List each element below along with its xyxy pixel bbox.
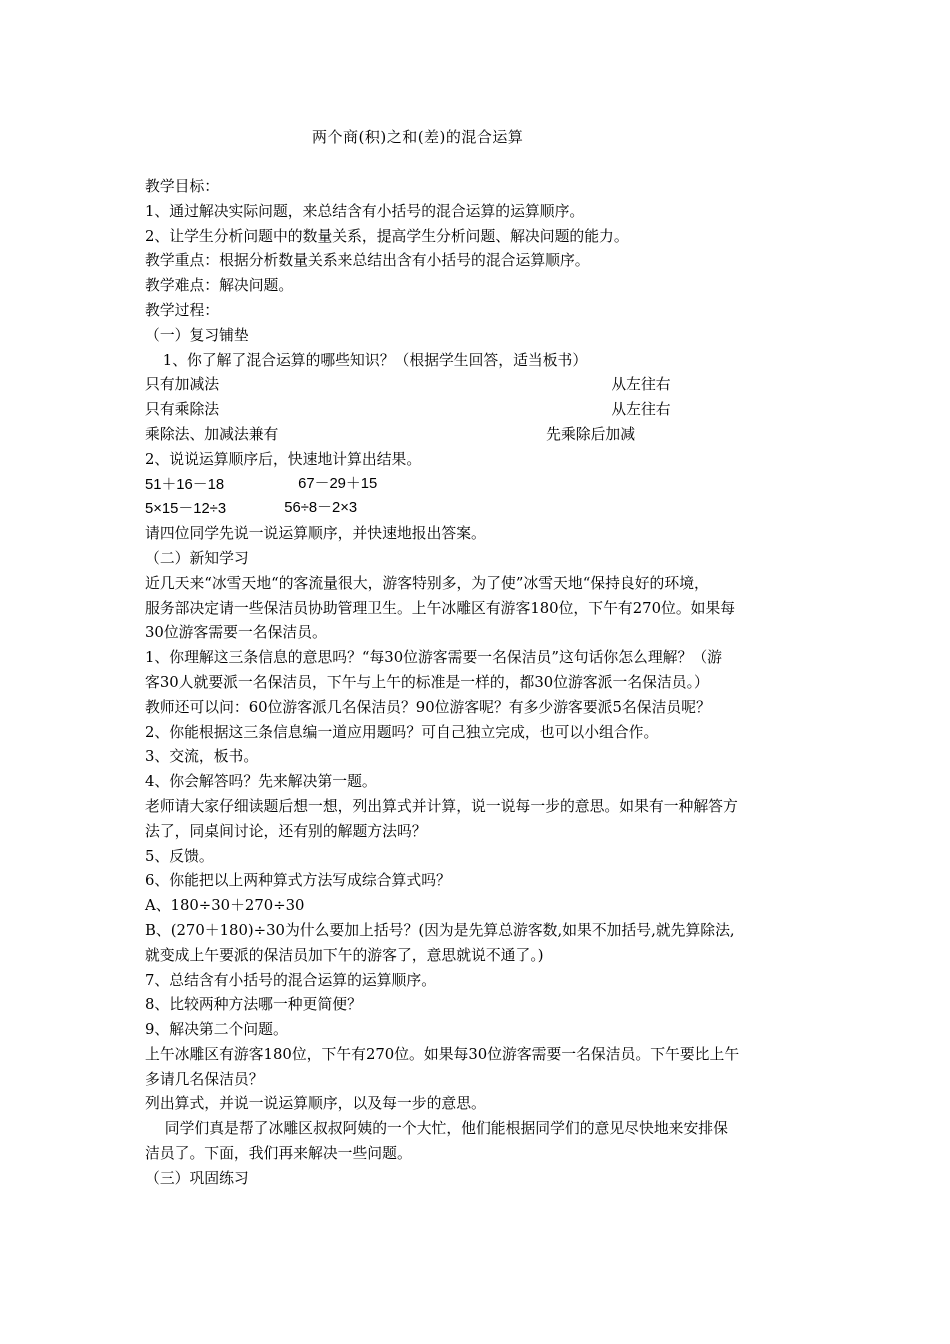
rule-row <box>145 372 817 397</box>
expression-row <box>145 472 817 497</box>
expression: 56÷8－2×3 <box>284 499 358 517</box>
text-line: 5、反馈。 <box>145 846 214 865</box>
text-line: 教学过程： <box>145 300 220 319</box>
expression: 5×15－12÷3 <box>145 500 227 518</box>
text-line: 教学难点：解决问题。 <box>145 276 294 295</box>
rule-order: 先乘除后加减 <box>546 424 636 443</box>
text-line: 教师还可以问：60位游客派几名保洁员？90位游客呢？有多少游客要派5名保洁员呢？ <box>145 697 711 716</box>
text-line: 同学们真是帮了冰雕区叔叔阿姨的一个大忙，他们能根据同学们的意见尽快地来安排保 <box>164 1119 728 1138</box>
text-line: 多请几名保洁员？ <box>145 1069 264 1088</box>
text-line: 3、交流，板书。 <box>145 747 259 766</box>
expression-row <box>145 496 817 521</box>
text-line: 30位游客需要一名保洁员。 <box>145 623 327 642</box>
text-line: 列出算式，并说一说运算顺序，以及每一步的意思。 <box>145 1094 486 1113</box>
text-line: 请四位同学先说一说运算顺序，并快速地报出答案。 <box>145 524 486 543</box>
text-line: 洁员了。下面，我们再来解决一些问题。 <box>145 1144 412 1163</box>
text-line: 就变成上午要派的保洁员加下午的游客了，意思就说不通了。) <box>145 945 544 964</box>
text-line: A、180÷30＋270÷30 <box>145 896 305 915</box>
rule-order: 从左往右 <box>611 375 671 394</box>
expression: 51＋16－18 <box>145 475 225 493</box>
text-line: 1、你了解了混合运算的哪些知识？（根据学生回答，适当板书） <box>162 350 588 369</box>
rule-row <box>145 422 817 447</box>
text-line: 服务部决定请一些保洁员协助管理卫生。上午冰雕区有游客180位，下午有270位。如果每 <box>145 598 736 617</box>
text-line: 近几天来“冰雪天地“的客流量很大，游客特别多，为了使”冰雪天地“保持良好的环境， <box>145 573 709 592</box>
document-title: 两个商(积)之和(差)的混合运算 <box>312 128 524 146</box>
text-line: 7、总结含有小括号的混合运算的运算顺序。 <box>145 970 437 989</box>
expression: 67－29＋15 <box>298 474 378 492</box>
text-line: 6、你能把以上两种算式方法写成综合算式吗？ <box>145 871 451 890</box>
text-line: 教学目标： <box>145 177 220 195</box>
text-line: B、(270＋180)÷30为什么要加上括号？(因为是先算总游客数,如果不加括号,就先算除法, <box>145 920 735 939</box>
text-line: 2、让学生分析问题中的数量关系，提高学生分析问题、解决问题的能力。 <box>145 226 629 245</box>
rule-case: 乘除法、加减法兼有 <box>145 424 279 443</box>
rule-case: 只有乘除法 <box>145 400 220 419</box>
text-line: 教学重点：根据分析数量关系来总结出含有小括号的混合运算顺序。 <box>145 251 590 270</box>
text-line: 上午冰雕区有游客180位，下午有270位。如果每30位游客需要一名保洁员。下午要比上午 <box>145 1044 740 1063</box>
document-body <box>145 174 825 1191</box>
text-line: 法了，同桌间讨论，还有别的解题方法吗？ <box>145 821 427 840</box>
text-line: 2、说说运算顺序后，快速地计算出结果。 <box>145 449 422 468</box>
text-line: 客30人就要派一名保洁员，下午与上午的标准是一样的，都30位游客派一名保洁员。） <box>145 672 709 691</box>
rule-case: 只有加减法 <box>145 375 220 394</box>
text-line: 9、解决第二个问题。 <box>145 1020 288 1039</box>
rule-order: 从左往右 <box>611 400 671 419</box>
text-line: 1、通过解决实际问题，来总结含有小括号的混合运算的运算顺序。 <box>145 201 585 220</box>
rule-row <box>145 397 817 422</box>
text-line: 4、你会解答吗？先来解决第一题。 <box>145 772 377 791</box>
section-heading: （二）新知学习 <box>145 548 249 567</box>
section-heading: （三）巩固练习 <box>145 1168 249 1187</box>
text-line: 1、你理解这三条信息的意思吗？“每30位游客需要一名保洁员”这句话你怎么理解？（游 <box>145 648 722 667</box>
text-line: 8、比较两种方法哪一种更简便？ <box>145 995 362 1014</box>
text-line: 老师请大家仔细读题后想一想，列出算式并计算，说一说每一步的意思。如果有一种解答方 <box>145 796 738 815</box>
text-line: 2、你能根据这三条信息编一道应用题吗？可自己独立完成，也可以小组合作。 <box>145 722 659 741</box>
section-heading: （一）复习铺垫 <box>145 325 249 344</box>
